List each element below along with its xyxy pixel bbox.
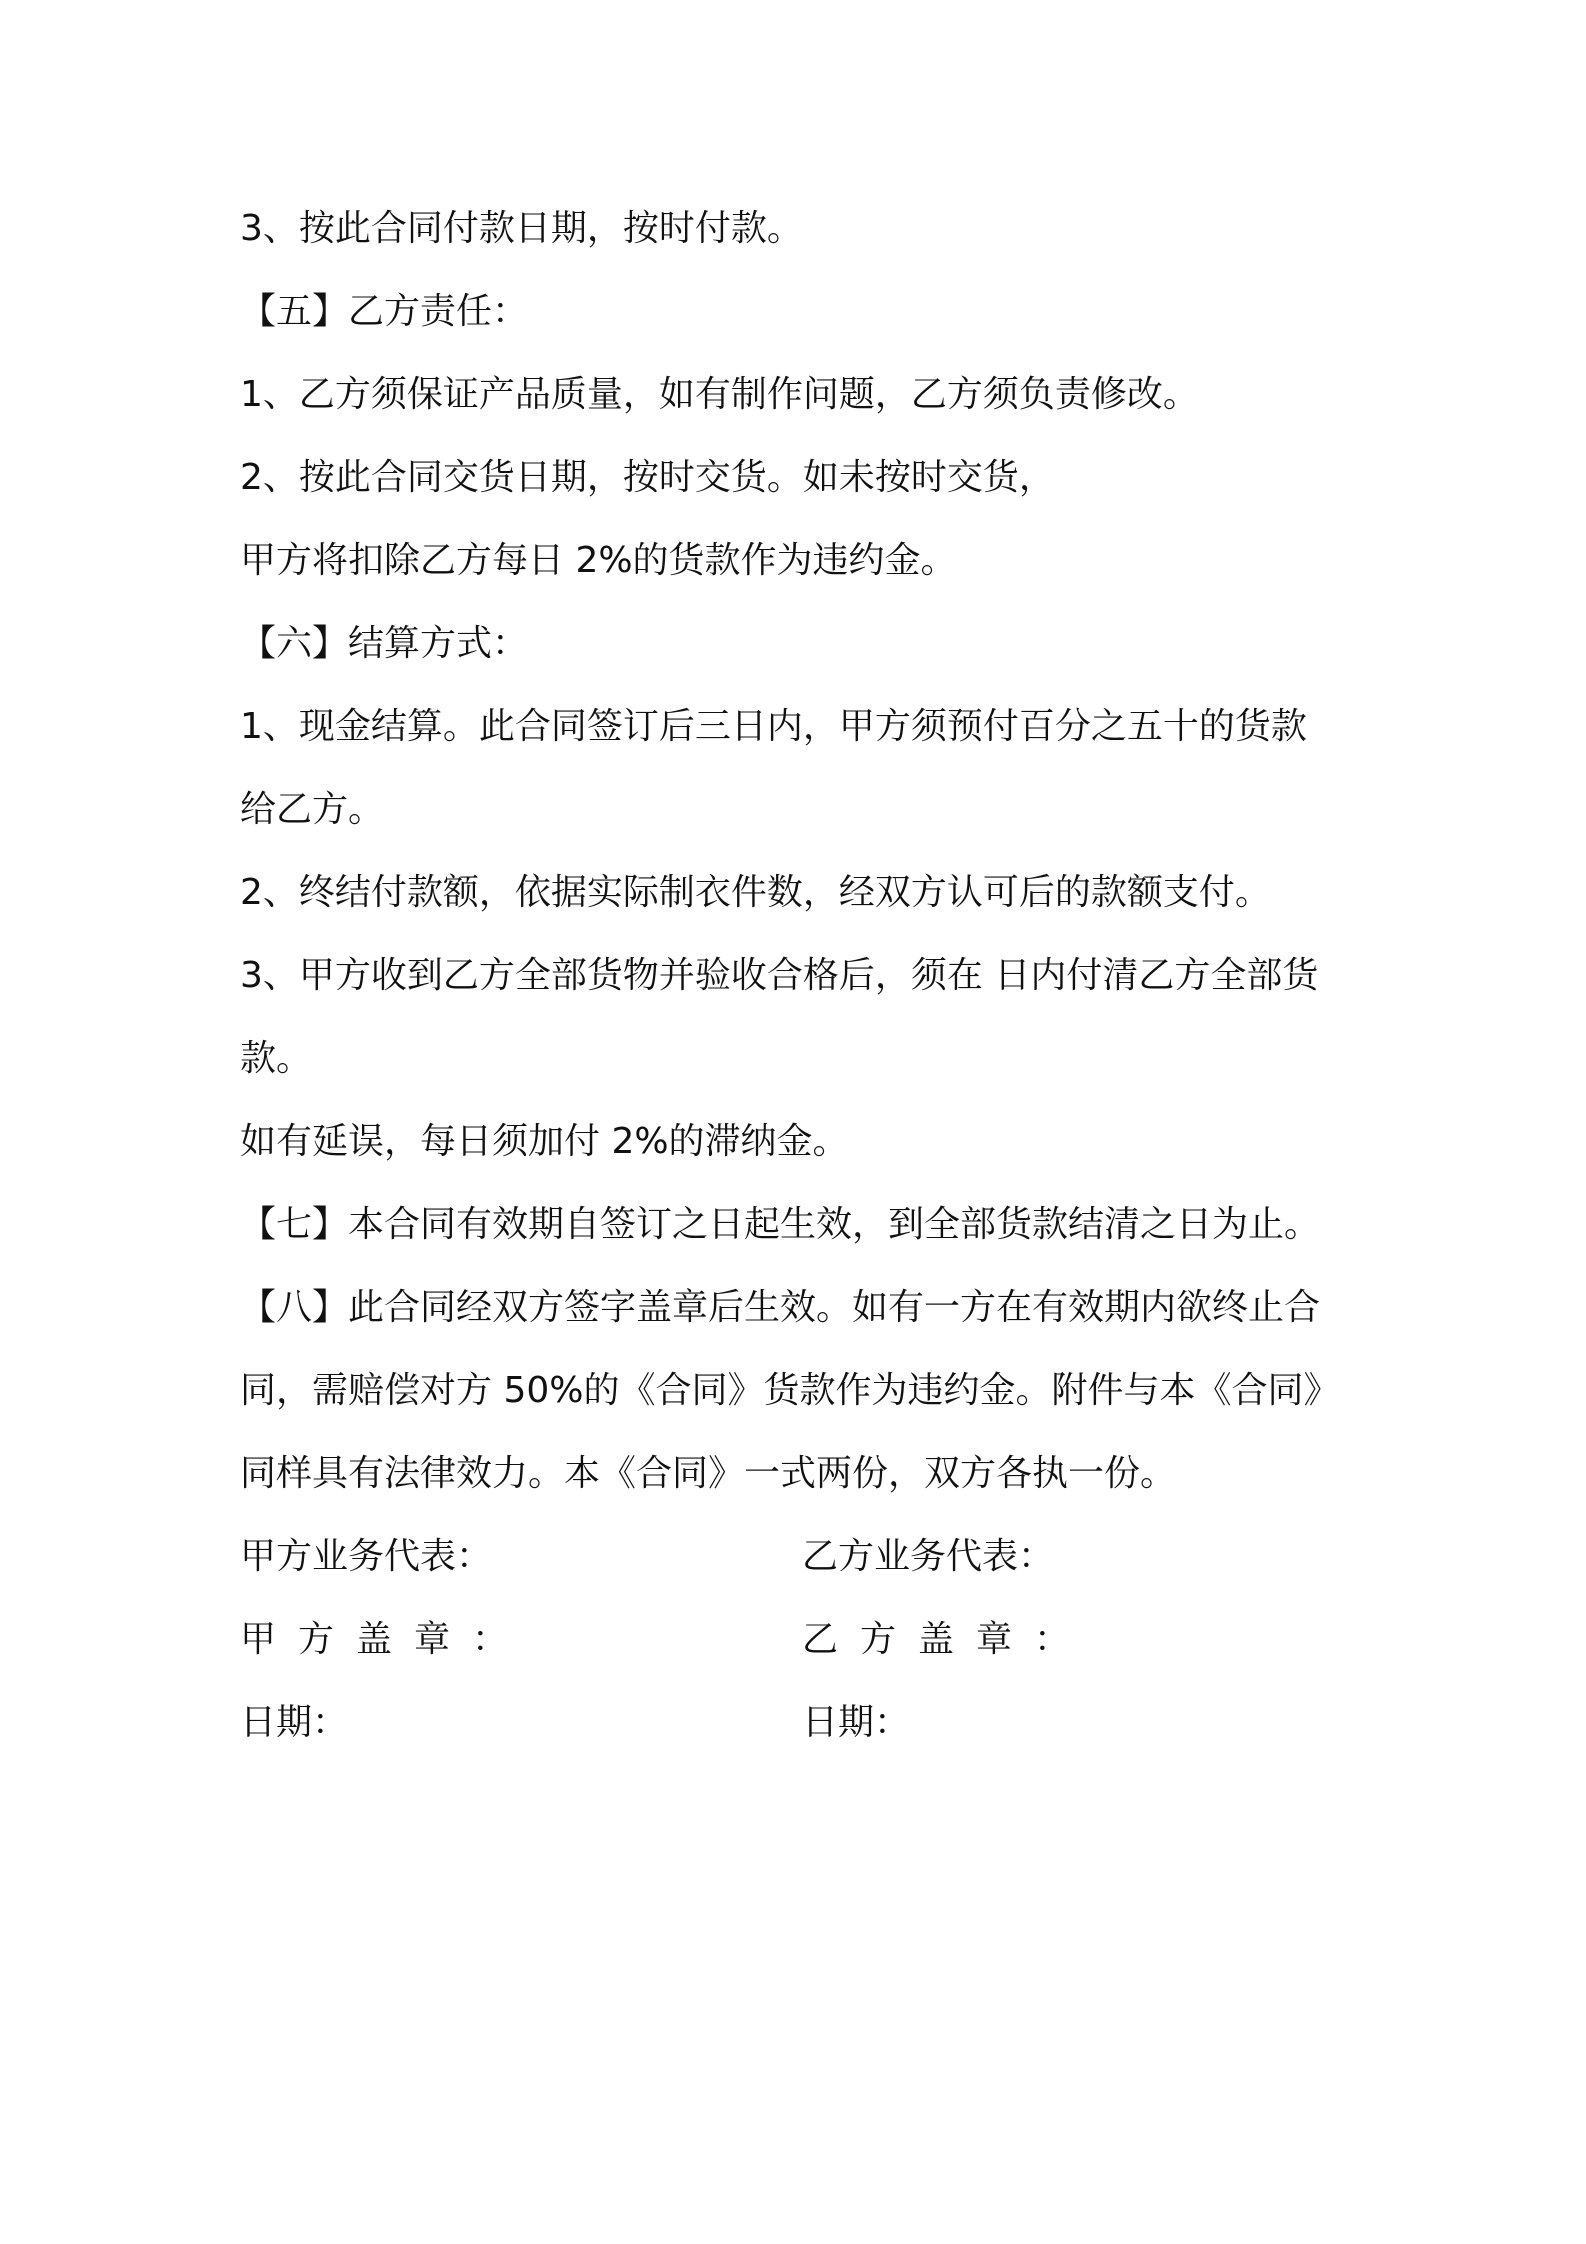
clause-delivery-penalty: 甲方将扣除乙方每日 2%的货款作为违约金。	[240, 540, 957, 581]
clause-payment-on-time: 3、按此合同付款日期，按时付款。	[240, 208, 803, 249]
clause-quality-guarantee: 1、乙方须保证产品质量，如有制作问题，乙方须负责修改。	[240, 374, 1199, 415]
clause-cash-settlement-cont: 给乙方。	[240, 789, 385, 830]
party-a-date-label: 日期：	[240, 1702, 349, 1743]
party-a-representative-label: 甲方业务代表：	[240, 1536, 493, 1577]
party-b-date-label: 日期：	[802, 1702, 911, 1743]
section-validity-period: 【七】本合同有效期自签订之日起生效，到全部货款结清之日为止。	[240, 1204, 1321, 1245]
clause-cash-settlement: 1、现金结算。此合同签订后三日内，甲方须预付百分之五十的货款	[240, 706, 1307, 747]
party-a-seal-label: 甲方盖章：	[240, 1619, 531, 1660]
clause-final-payment: 2、终结付款额，依据实际制衣件数，经双方认可后的款额支付。	[240, 872, 1271, 913]
section-effectiveness: 【八】此合同经双方签字盖章后生效。如有一方在有效期内欲终止合	[240, 1287, 1321, 1328]
section-effectiveness-cont-1: 同，需赔偿对方 50%的《合同》货款作为违约金。附件与本《合同》	[240, 1370, 1340, 1411]
section-heading-settlement: 【六】结算方式：	[240, 623, 529, 664]
clause-late-fee: 如有延误，每日须加付 2%的滞纳金。	[240, 1121, 849, 1162]
party-b-representative-label: 乙方业务代表：	[802, 1536, 1055, 1577]
clause-payment-deadline-cont: 款。	[240, 1038, 313, 1079]
party-b-seal-label: 乙方盖章：	[802, 1619, 1093, 1660]
section-effectiveness-cont-2: 同样具有法律效力。本《合同》一式两份，双方各执一份。	[240, 1453, 1177, 1494]
clause-payment-deadline: 3、甲方收到乙方全部货物并验收合格后，须在 日内付清乙方全部货	[240, 955, 1319, 996]
clause-delivery-date: 2、按此合同交货日期，按时交货。如未按时交货，	[240, 457, 1055, 498]
section-heading-party-b-responsibility: 【五】乙方责任：	[240, 291, 529, 332]
